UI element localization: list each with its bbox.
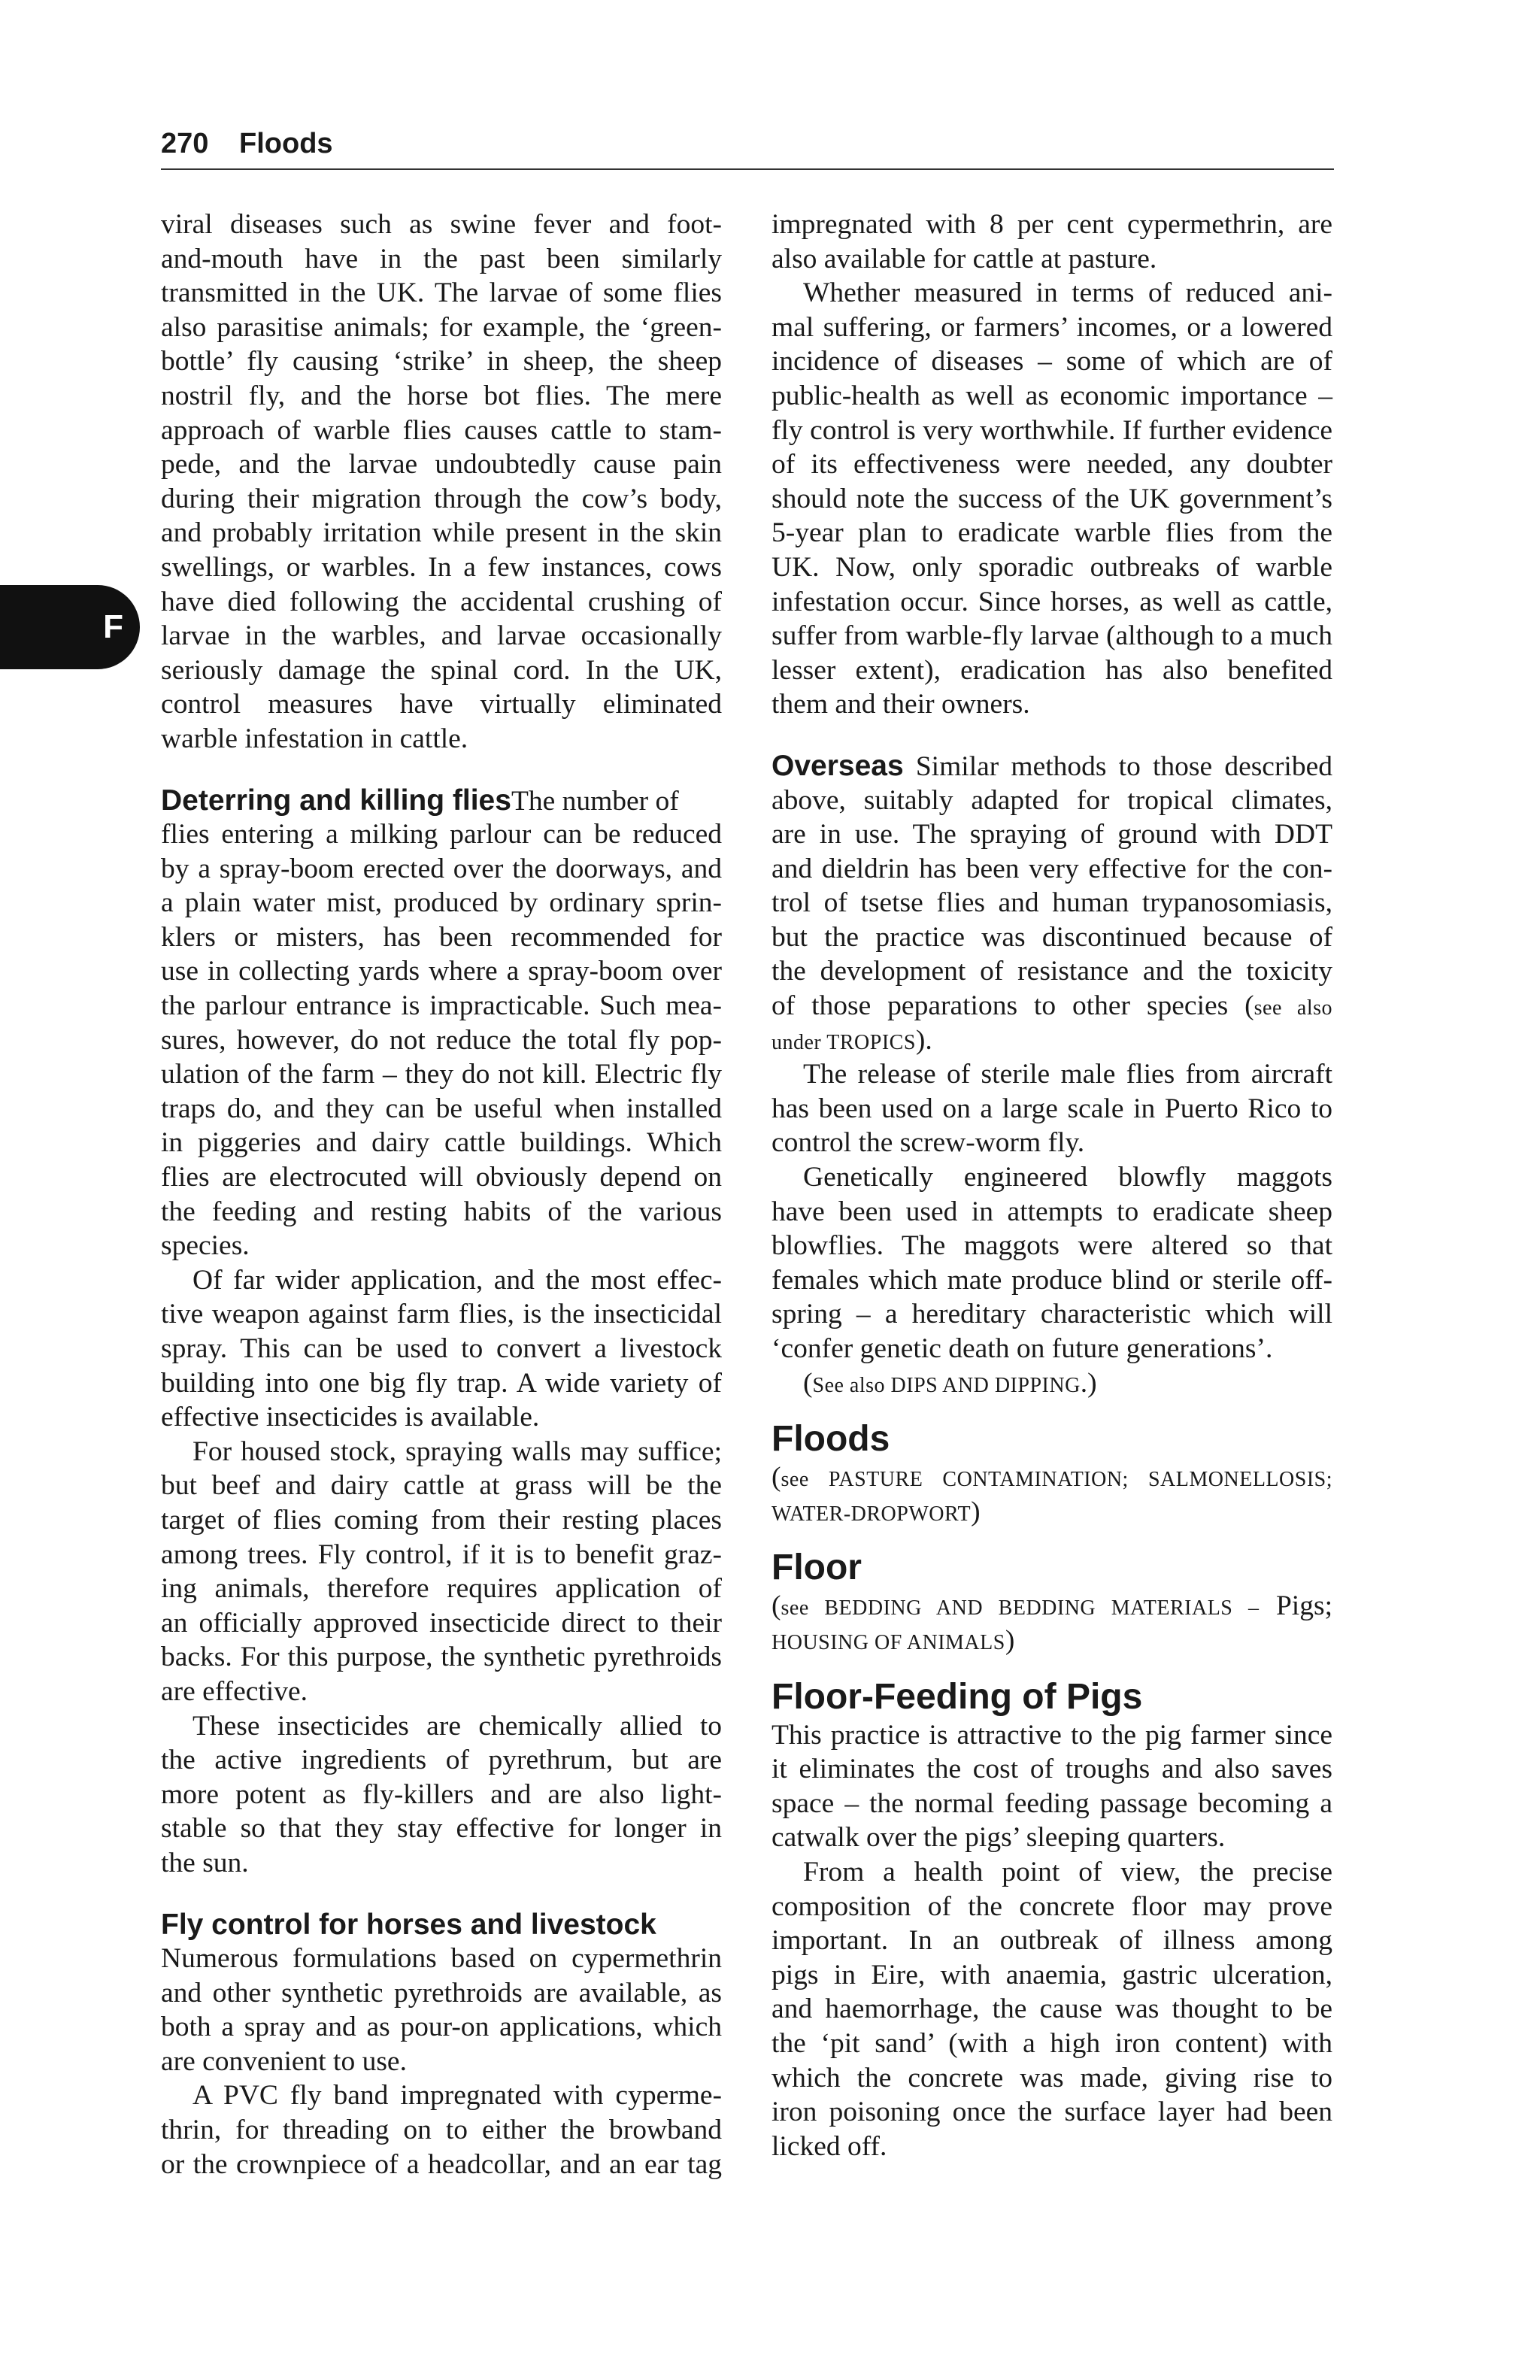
text-line: transmitted in the UK. The larvae of some flies <box>161 277 722 309</box>
text-line: incidence of diseases – some of which are of <box>772 346 1332 377</box>
text-line: target of flies coming from their resting places <box>161 1504 722 1536</box>
text-line <box>161 1908 722 1942</box>
text-line: ulation of the farm – they do not kill. Electric fly <box>161 1059 722 1090</box>
text-line: 5-year plan to eradicate warble flies from the <box>772 517 1332 549</box>
text-line: sures, however, do not reduce the total fly pop- <box>161 1024 722 1056</box>
text-line: seriously damage the spinal cord. In the UK, <box>161 654 722 686</box>
text-run: The number of <box>511 785 679 817</box>
text-run: ( <box>772 1590 781 1622</box>
section-heading: Fly control for horses and livestock <box>161 1908 656 1941</box>
text-line: flies entering a milking parlour can be reduced <box>161 819 722 850</box>
text-line: klers or misters, has been recommended for <box>161 921 722 953</box>
entry-floor <box>772 1547 1332 1657</box>
text-line: catwalk over the pigs’ sleeping quarters. <box>772 1822 1226 1854</box>
text-line: lesser extent), eradication has also benefited <box>772 654 1332 686</box>
left-column <box>161 208 722 2181</box>
cross-reference-see-also: see also <box>1254 996 1333 1020</box>
text-line: For housed stock, spraying walls may suffice; <box>192 1436 722 1467</box>
text-line <box>772 989 1332 1023</box>
text-line: infestation occur. Since horses, as well as cattle, <box>772 586 1332 617</box>
text-line: have died following the accidental crushing of <box>161 586 722 617</box>
text-line: and haemorrhage, the cause was thought to be <box>772 1993 1332 2025</box>
text-line: larvae in the warbles, and larvae occasionally <box>161 620 722 652</box>
text-line: it eliminates the cost of troughs and also saves <box>772 1754 1332 1785</box>
text-line: composition of the concrete floor may prove <box>772 1890 1332 1922</box>
text-line: From a health point of view, the precise <box>803 1856 1332 1887</box>
text-line: have been used in attempts to eradicate sheep <box>772 1196 1332 1227</box>
text-line: building into one big fly trap. A wide variety of <box>161 1367 722 1399</box>
text-line: fly control is very worthwhile. If further evidence <box>772 414 1332 446</box>
text-line: which the concrete was made, giving rise to <box>772 2062 1332 2093</box>
text-line <box>772 1366 1332 1401</box>
cross-reference: see BEDDING AND BEDDING MATERIALS – <box>781 1596 1260 1621</box>
text-line: suffer from warble-fly larvae (although to a much <box>772 620 1332 652</box>
text-run: ). <box>915 1024 932 1056</box>
text-line <box>772 1460 1332 1495</box>
paragraph-viral-diseases <box>161 208 722 756</box>
text-line: more potent as fly-killers and are also light- <box>161 1778 722 1810</box>
text-line: both a spray and as pour-on applications, which <box>161 2012 722 2043</box>
text-line: in piggeries and dairy cattle buildings. Which <box>161 1127 722 1159</box>
text-line: and dieldrin has been very effective for the con- <box>772 853 1332 884</box>
text-line: effective insecticides is available. <box>161 1402 540 1433</box>
text-line <box>772 1023 1332 1058</box>
text-line: licked off. <box>772 2130 887 2162</box>
text-line: tive weapon against farm flies, is the insecticidal <box>161 1299 722 1330</box>
text-line: above, suitably adapted for tropical climates, <box>772 784 1332 816</box>
text-line: and other synthetic pyrethroids are available, as <box>161 1977 722 2009</box>
right-column <box>772 208 1332 2163</box>
text-line: viral diseases such as swine fever and foot- <box>161 209 722 240</box>
text-line: and-mouth have in the past been similarly <box>161 243 722 274</box>
text-line: UK. Now, only sporadic outbreaks of warble <box>772 551 1332 583</box>
text-line: but beef and dairy cattle at grass will be the <box>161 1470 722 1502</box>
text-line: This practice is attractive to the pig farmer since <box>772 1719 1332 1751</box>
entry-headword: Floor-Feeding of Pigs <box>772 1676 1143 1717</box>
text-line: Numerous formulations based on cypermethrin <box>161 1943 722 1975</box>
text-line: are in use. The spraying of ground with DDT <box>772 819 1332 850</box>
text-line: among trees. Fly control, if it is to benefit graz- <box>161 1539 722 1570</box>
text-line: The release of sterile male flies from aircraft <box>803 1059 1332 1090</box>
text-line: backs. For this purpose, the synthetic pyrethroids <box>161 1642 722 1673</box>
text-line: the ‘pit sand’ (with a high iron content) with <box>772 2027 1332 2059</box>
cross-reference-dips: See also DIPS AND DIPPING <box>812 1373 1081 1397</box>
paragraph-ear-tag-continued <box>772 208 1332 276</box>
text-line: impregnated with 8 per cent cypermethrin, are <box>772 209 1332 240</box>
text-line: ‘confer genetic death on future generations’. <box>772 1333 1273 1364</box>
cross-reference: see PASTURE CONTAMINATION; SALMONELLOSIS; <box>781 1468 1332 1492</box>
text-line <box>161 784 722 818</box>
text-line <box>772 1624 1332 1658</box>
section-heading: Overseas <box>772 749 904 782</box>
text-line: public-health as well as economic importance – <box>772 380 1332 411</box>
text-line <box>772 1495 1332 1530</box>
text-line: by a spray-boom erected over the doorways, and <box>161 853 722 884</box>
text-line: traps do, and they can be useful when installed <box>161 1093 722 1124</box>
text-line: during their migration through the cow’s body, <box>161 483 722 514</box>
cross-reference: HOUSING OF ANIMALS <box>772 1630 1005 1654</box>
text-line: the sun. <box>161 1847 249 1878</box>
text-line: of its effectiveness were needed, any doubter <box>772 449 1332 481</box>
text-run: ) <box>1005 1624 1015 1656</box>
text-line: Genetically engineered blowfly maggots <box>803 1162 1332 1193</box>
text-line: mal suffering, or farmers’ incomes, or a lowered <box>772 311 1332 343</box>
section-deterring-killing-flies <box>161 784 722 1881</box>
text-run: of those peparations to other species ( <box>772 990 1254 1022</box>
text-line: the feeding and resting habits of the various <box>161 1196 722 1227</box>
text-line: has been used on a large scale in Puerto Rico to <box>772 1093 1332 1124</box>
text-run: ( <box>772 1462 781 1493</box>
text-line: important. In an outbreak of illness among <box>772 1925 1332 1957</box>
text-line <box>772 749 1332 784</box>
text-line: spring – a hereditary characteristic which will <box>772 1299 1332 1330</box>
text-line: space – the normal feeding passage becoming a <box>772 1787 1332 1819</box>
text-line: thrin, for threading on to either the browband <box>161 2115 722 2146</box>
text-run: Similar methods to those described <box>915 750 1332 782</box>
text-line: ing animals, therefore requires application of <box>161 1573 722 1605</box>
text-line: These insecticides are chemically allied to <box>192 1710 722 1742</box>
text-line: Of far wider application, and the most effec- <box>192 1264 722 1296</box>
cross-reference: WATER-DROPWORT <box>772 1502 972 1526</box>
text-line: and probably irritation while present in the skin <box>161 517 722 549</box>
text-line: females which mate produce blind or sterile off- <box>772 1264 1332 1296</box>
entry-floor-feeding-of-pigs <box>772 1676 1332 2164</box>
text-line: pigs in Eire, with anaemia, gastric ulceration, <box>772 1959 1332 1990</box>
text-run: .) <box>1080 1367 1097 1399</box>
text-line: approach of warble flies causes cattle to stam- <box>161 414 722 446</box>
text-line: flies are electrocuted will obviously depend on <box>161 1162 722 1193</box>
text-line: warble infestation in cattle. <box>161 723 468 754</box>
text-line: iron poisoning once the surface layer had been <box>772 2097 1332 2128</box>
text-line: are convenient to use. <box>161 2045 407 2077</box>
text-line: the active ingredients of pyrethrum, but are <box>161 1745 722 1776</box>
paragraph-whether-measured <box>772 276 1332 722</box>
text-line: swellings, or warbles. In a few instances, cows <box>161 551 722 583</box>
text-line: also available for cattle at pasture. <box>772 243 1157 274</box>
section-overseas <box>772 749 1332 1400</box>
section-heading: Deterring and killing flies <box>161 784 511 817</box>
text-line: pede, and the larvae undoubtedly cause pain <box>161 449 722 481</box>
text-line: Whether measured in terms of reduced ani- <box>803 277 1332 309</box>
text-line: an officially approved insecticide direct to their <box>161 1607 722 1639</box>
text-line: trol of tsetse flies and human trypanosomiasis, <box>772 887 1332 919</box>
page-number: 270 <box>161 128 209 159</box>
text-line: should note the success of the UK government’s <box>772 483 1332 514</box>
entry-floods <box>772 1418 1332 1529</box>
text-line: nostril fly, and the horse bot flies. The mere <box>161 380 722 411</box>
thumb-index-tab <box>0 585 140 669</box>
entry-headword: Floor <box>772 1548 862 1588</box>
cross-reference-tropics: under TROPICS <box>772 1030 916 1054</box>
text-line: species. <box>161 1230 250 1262</box>
text-line: control measures have virtually eliminated <box>161 689 722 720</box>
text-line: the development of resistance and the toxicity <box>772 956 1332 987</box>
text-line: control the screw-worm fly. <box>772 1127 1085 1159</box>
text-run: ) <box>971 1496 981 1527</box>
entry-headword: Floods <box>772 1419 890 1460</box>
text-line: spray. This can be used to convert a livestock <box>161 1333 722 1364</box>
running-title: Floods <box>239 128 333 159</box>
text-line: bottle’ fly causing ‘strike’ in sheep, the sheep <box>161 346 722 377</box>
text-line <box>772 1589 1332 1624</box>
text-line: A PVC fly band impregnated with cyperme- <box>192 2080 722 2112</box>
text-line: a plain water mist, produced by ordinary sprin- <box>161 887 722 919</box>
text-line: stable so that they stay effective for longer in <box>161 1813 722 1845</box>
text-line: are effective. <box>161 1675 308 1707</box>
text-line: or the crownpiece of a headcollar, and an ear tag <box>161 2148 722 2180</box>
thumb-index-letter: F <box>103 608 123 645</box>
section-fly-control-horses <box>161 1908 722 2182</box>
text-run: ( <box>803 1367 813 1399</box>
text-line: blowflies. The maggots were altered so that <box>772 1230 1332 1262</box>
text-line: them and their owners. <box>772 689 1030 720</box>
text-line: use in collecting yards where a spray-boom over <box>161 956 722 987</box>
running-head <box>161 125 1334 170</box>
text-line: also parasitise animals; for example, the ‘green- <box>161 311 722 343</box>
text-line: but the practice was discontinued because of <box>772 921 1332 953</box>
text-run: Pigs; <box>1259 1590 1332 1622</box>
text-line: the parlour entrance is impracticable. Such mea- <box>161 990 722 1022</box>
